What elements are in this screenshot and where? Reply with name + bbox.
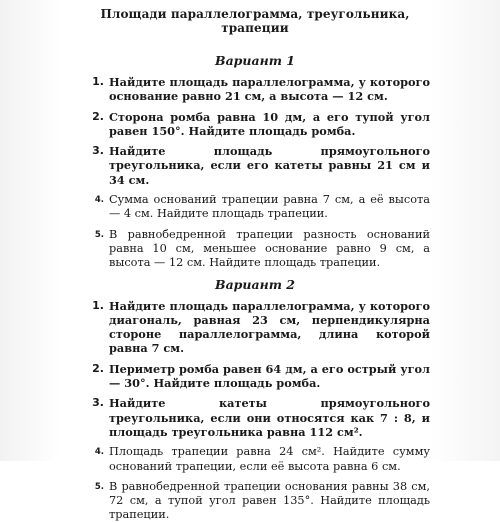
problem-text: Найдите площадь параллелограмма, у которого диагональ, равная 23 см, перпендикулярна стороне параллелограмма, длина которой равна 7 см. xyxy=(109,298,430,356)
problem-number: 5. xyxy=(94,229,104,240)
problem-v1-1 xyxy=(80,75,430,104)
problem-number: 5. xyxy=(94,481,104,492)
problem-number: 4. xyxy=(94,195,104,206)
problem-number: 2. xyxy=(92,361,104,375)
problem-number: 4. xyxy=(94,447,104,458)
page-margin-left xyxy=(0,0,60,461)
problem-v1-5 xyxy=(80,228,430,271)
problem-text: Найдите площадь прямоугольного треугольника, если его катеты равны 21 см и 34 см. xyxy=(109,144,430,187)
problem-v1-2 xyxy=(80,110,430,139)
worksheet xyxy=(80,0,430,522)
problem-v2-4 xyxy=(80,445,430,474)
problem-text: В равнобедренной трапеции разность оснований равна 10 см, меньшее основание равно 9 см, а высота — 12 см. Найдите площадь трапеции. xyxy=(109,227,430,270)
problem-v2-1 xyxy=(80,299,430,356)
problem-number: 3. xyxy=(92,144,104,158)
problem-text: Периметр ромба равен 64 дм, а его острый угол — 30°. Найдите площадь ромба. xyxy=(109,361,430,391)
problem-v1-3 xyxy=(80,144,430,187)
problem-text: Площадь трапеции равна 24 см². Найдите сумму оснований трапеции, если её высота равна 6 см. xyxy=(109,445,430,473)
problem-number: 3. xyxy=(92,396,104,410)
variant-2-heading: Вариант 2 xyxy=(215,276,295,292)
problem-text: Сумма оснований трапеции равна 7 см, а её высота — 4 см. Найдите площадь трапеции. xyxy=(109,193,430,221)
problem-text: Сторона ромба равна 10 дм, а его тупой угол равен 150°. Найдите площадь ромба. xyxy=(109,109,430,138)
problem-text: Найдите площадь параллелограмма, у которого основание равно 21 см, а высота — 12 см. xyxy=(109,75,430,104)
page-margin-right xyxy=(430,0,500,461)
problem-text: В равнобедренной трапеции основания равны 38 см, 72 см, а тупой угол равен 135°. Найдите площадь трапеции. xyxy=(109,479,430,522)
problem-number: 2. xyxy=(92,109,104,123)
variant-1-heading: Вариант 1 xyxy=(215,53,295,68)
problem-number: 1. xyxy=(92,75,104,88)
problem-v2-2 xyxy=(80,362,430,391)
problem-number: 1. xyxy=(92,298,104,312)
problem-v2-5 xyxy=(80,480,430,523)
problem-v2-3 xyxy=(80,396,430,439)
problem-v1-4 xyxy=(80,193,430,222)
page-title: Площади параллелограмма, треугольника, трапеции xyxy=(100,7,410,35)
problem-text: Найдите катеты прямоугольного треугольника, если они относятся как 7 : 8, и площадь треугольника равна 112 см². xyxy=(109,396,430,439)
